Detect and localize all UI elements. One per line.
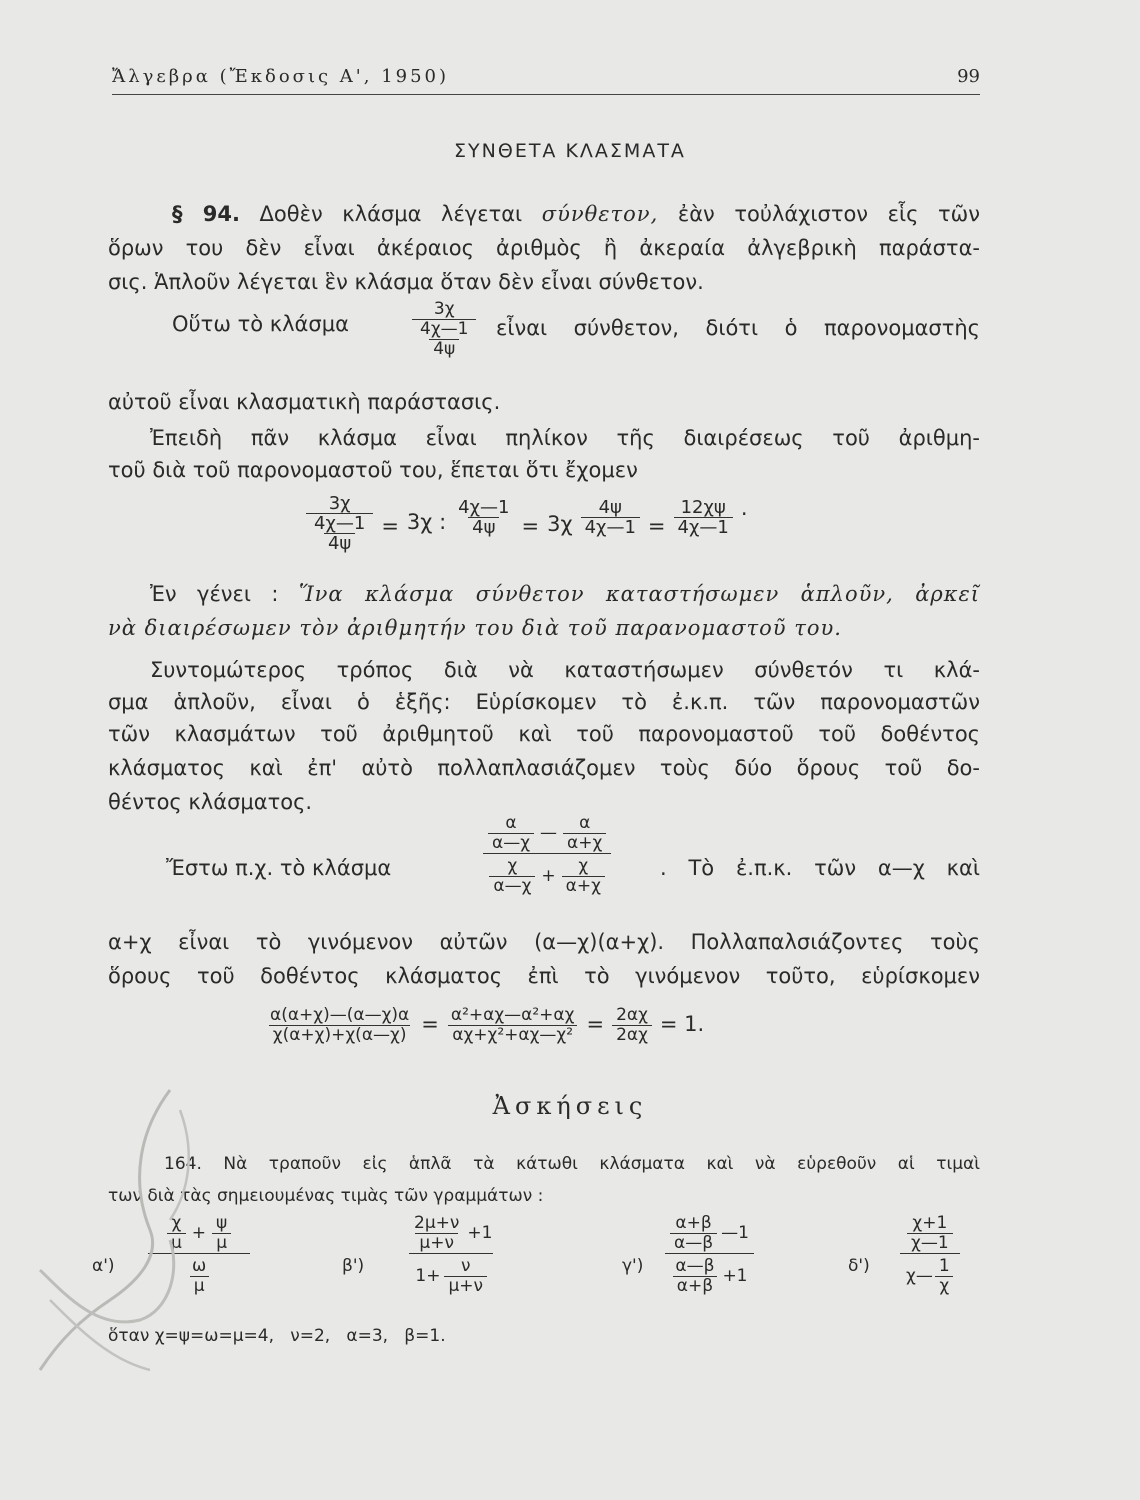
para94-line2: ὅρων του δὲν εἶναι ἀκέραιος ἀριθμὸς ἢ ἀκεραία ἀλγεβρικὴ παράστα- — [108, 236, 980, 260]
equals: = — [586, 1012, 605, 1036]
frac-den-den: 4ψ — [429, 339, 459, 359]
n2-num: α — [579, 813, 591, 833]
d2-den: α+χ — [562, 876, 605, 896]
a-d-num: ω — [192, 1256, 207, 1276]
example1-post: εἶναι σύνθετον, διότι ὁ παρονομαστὴς — [496, 316, 980, 340]
eq1-f-den: 4χ—1 — [674, 517, 733, 537]
eq1-dot: . — [740, 496, 748, 520]
n1-num: α — [505, 813, 517, 833]
d1-num: χ — [507, 856, 518, 876]
exercise-164-line2: των διὰ τὰς σημειουμένας τιμὰς τῶν γραμμάτων : — [108, 1186, 544, 1206]
minus-one: —1 — [721, 1223, 749, 1243]
a-n2-den: μ — [212, 1233, 231, 1253]
eq1-d: 3χ — [547, 512, 573, 536]
exercise-a-label: α') — [92, 1256, 115, 1276]
equation-1 — [306, 494, 748, 553]
a-n1-num: χ — [171, 1213, 182, 1233]
para3-line3: τῶν κλασμάτων τοῦ ἀριθμητοῦ καὶ τοῦ παρονομαστοῦ τοῦ δοθέντος — [108, 722, 980, 746]
frac-num: 3χ — [433, 299, 455, 319]
running-header — [112, 64, 980, 95]
eq1-c-den: 4ψ — [468, 517, 499, 537]
example2-fraction — [482, 814, 612, 896]
exercise-values: ὅταν χ=ψ=ω=μ=4, ν=2, α=3, β=1. — [108, 1326, 446, 1346]
eq1-e-num: 4ψ — [598, 497, 622, 518]
para94-line1 — [172, 200, 980, 228]
eq2-a-den: χ(α+χ)+χ(α—χ) — [269, 1025, 411, 1045]
exercise-a-fraction — [148, 1214, 250, 1296]
d-n-den: χ—1 — [907, 1233, 953, 1253]
d-d-num: 1 — [938, 1256, 950, 1276]
eq2-c-den: 2αχ — [612, 1025, 652, 1045]
exercise-c-label: γ') — [622, 1256, 644, 1276]
c-d-den: α+β — [673, 1276, 717, 1296]
example2-pre: Ἔστω π.χ. τὸ κλάσμα — [166, 856, 392, 880]
frac-den-num: 4χ—1 — [420, 319, 469, 339]
example2-post: . Τὸ ἐ.π.κ. τῶν α—χ καὶ — [660, 856, 980, 880]
header-title: Ἄλγεβρα (Ἔκδοσις Α', 1950) — [112, 66, 450, 87]
a-n2-num: ψ — [216, 1213, 228, 1233]
one-plus: 1+ — [415, 1266, 441, 1286]
exercise-b-fraction — [404, 1214, 498, 1296]
b-d-den: μ+ν — [444, 1276, 487, 1296]
rule-pre: Ἐν γένει : — [150, 582, 279, 606]
a-n1-den: μ — [167, 1233, 186, 1253]
eq2-a-num: α(α+χ)—(α—χ)α — [270, 1005, 410, 1025]
page-number: 99 — [957, 66, 980, 87]
n1-den: α—χ — [488, 833, 534, 853]
equals: = — [647, 514, 666, 538]
para2-line1: Ἐπειδὴ πᾶν κλάσμα εἶναι πηλίκον τῆς διαιρέσεως τοῦ ἀριθμη- — [150, 426, 980, 450]
exercise-number: 164. — [164, 1154, 202, 1174]
exercise-text: Νὰ τραποῦν εἰς ἁπλᾶ τὰ κάτωθι κλάσματα καὶ νὰ εὑρεθοῦν αἱ τιμαὶ — [223, 1154, 981, 1174]
para3-line2: σμα ἁπλοῦν, εἶναι ὁ ἑξῆς: Εὑρίσκομεν τὸ ἐ.κ.π. τῶν παρονομαστῶν — [108, 690, 980, 714]
para3-line1: Συντομώτερος τρόπος διὰ νὰ καταστήσωμεν σύνθετόν τι κλά- — [150, 658, 980, 682]
para3-line4: κλάσματος καὶ ἐπ' αὐτὸ πολλαπλασιάζομεν τοὺς δύο ὅρους τοῦ δο- — [108, 756, 980, 780]
rule-line2: νὰ διαιρέσωμεν τὸν ἀριθμητήν του διὰ τοῦ παρανομαστοῦ του. — [108, 616, 842, 640]
eq2-result: = 1. — [659, 1012, 705, 1036]
section-title: ΣΥΝΘΕΤΑ ΚΛΑΣΜΑΤΑ — [454, 140, 686, 162]
b-d-num: ν — [461, 1256, 471, 1276]
equals: = — [421, 1012, 439, 1036]
text: ἐὰν τοὐλάχιστον εἷς τῶν — [677, 202, 980, 226]
exercise-b-label: β') — [342, 1256, 365, 1276]
exercise-d-fraction — [900, 1214, 960, 1296]
eq1-a-num: 3χ — [328, 493, 351, 514]
eq1-f-num: 12χψ — [680, 497, 726, 518]
c-n-num: α+β — [675, 1213, 712, 1233]
para94-line3: σις. Ἁπλοῦν λέγεται ἓν κλάσμα ὅταν δὲν εἶναι σύνθετον. — [108, 270, 704, 294]
b-n-num: 2μ+ν — [414, 1213, 460, 1233]
term-compound: σύνθετον, — [541, 202, 659, 226]
a-d-den: μ — [190, 1276, 209, 1296]
c-d-num: α—β — [675, 1256, 715, 1276]
x-minus: χ— — [906, 1266, 933, 1286]
example1-fraction — [412, 300, 476, 359]
plus-one: +1 — [722, 1266, 748, 1286]
c-n-den: α—β — [670, 1233, 717, 1253]
exercise-164-line1 — [164, 1154, 980, 1174]
d1-den: α—χ — [489, 876, 535, 896]
eq2-b-den: αχ+χ²+αχ—χ² — [448, 1025, 577, 1045]
rule-line1 — [150, 580, 980, 608]
d-d-den: χ — [935, 1276, 953, 1296]
b-n-den: μ+ν — [415, 1233, 458, 1253]
example2-line3: ὅρους τοῦ δοθέντος κλάσματος ἐπὶ τὸ γινόμενον τοῦτο, εὑρίσκομεν — [108, 964, 980, 988]
equation-2 — [266, 1006, 704, 1045]
eq1-c-num: 4χ—1 — [458, 497, 510, 518]
plus: + — [541, 866, 556, 886]
eq1-e-den: 4χ—1 — [581, 517, 640, 537]
text: Δοθὲν κλάσμα λέγεται — [259, 202, 523, 226]
eq2-c-num: 2αχ — [616, 1005, 648, 1025]
exercises-title: Ἀσκήσεις — [492, 1092, 648, 1120]
example2-line2: α+χ εἶναι τὸ γινόμενον αὐτῶν (α—χ)(α+χ). Πολλαπαλσιάζοντες τοὺς — [108, 930, 980, 954]
plus: + — [191, 1223, 207, 1243]
para2-line2: τοῦ διὰ τοῦ παρονομαστοῦ του, ἕπεται ὅτι ἔχομεν — [108, 458, 638, 482]
example1-after: αὐτοῦ εἶναι κλασματικὴ παράστασις. — [108, 390, 501, 414]
eq1-a-den-num: 4χ—1 — [314, 513, 366, 534]
plus-one: +1 — [467, 1223, 493, 1243]
rule-text-1: Ἵνα κλάσμα σύνθετον καταστήσωμεν ἁπλοῦν, ἀρκεῖ — [298, 582, 980, 606]
eq2-b-num: α²+αχ—α²+αχ — [450, 1005, 575, 1025]
exercise-d-label: δ') — [848, 1256, 870, 1276]
minus: — — [540, 823, 558, 843]
section-number: § 94. — [172, 202, 240, 226]
d-n-num: χ+1 — [912, 1213, 948, 1233]
example1-pre: Οὕτω τὸ κλάσμα — [172, 312, 349, 336]
n2-den: α+χ — [563, 833, 606, 853]
equals: = — [521, 514, 540, 538]
d2-num: χ — [578, 856, 589, 876]
equals: = — [381, 514, 399, 538]
eq1-b: 3χ : — [406, 510, 447, 534]
exercise-c-fraction — [664, 1214, 755, 1296]
para3-line5: θέντος κλάσματος. — [108, 790, 313, 814]
eq1-a-den-den: 4ψ — [324, 533, 355, 553]
